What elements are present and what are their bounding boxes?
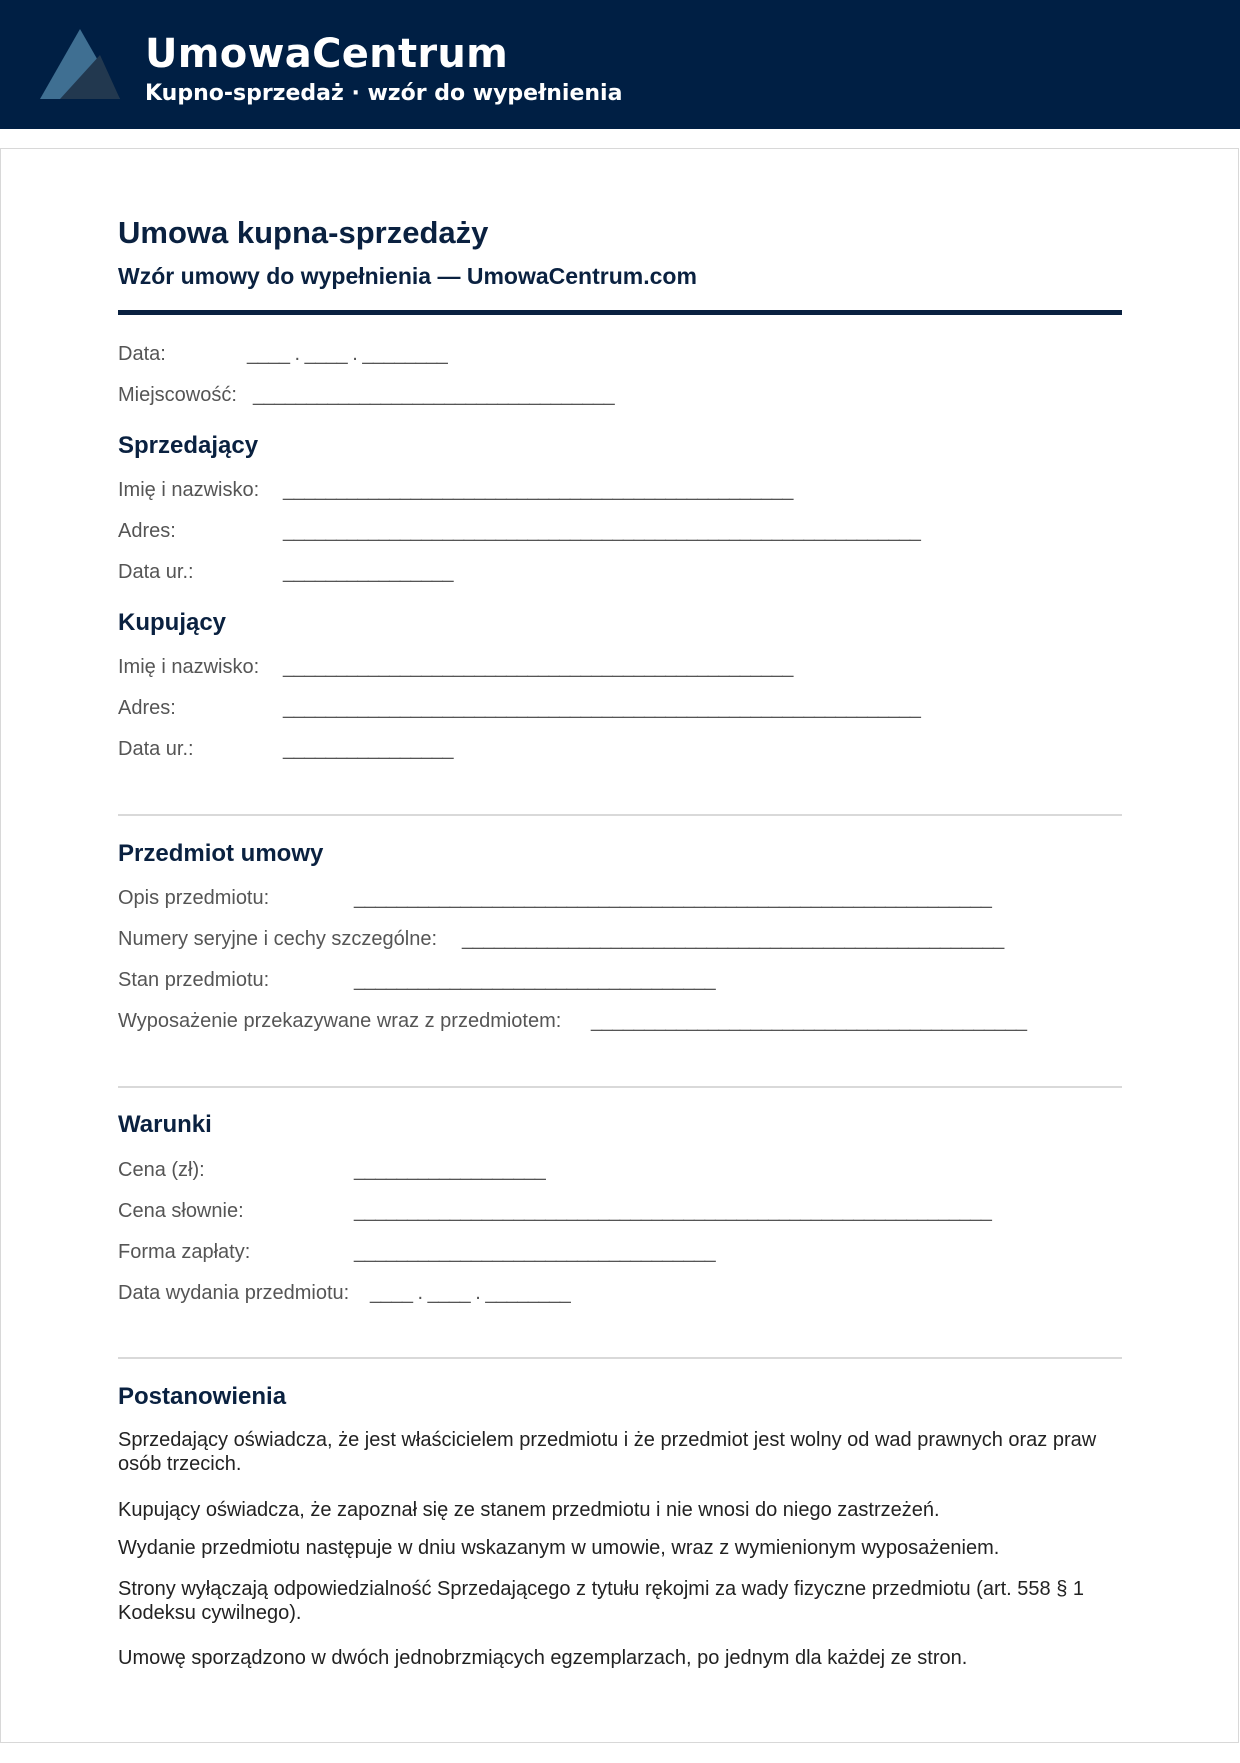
subject-equipment-label: Wyposażenie przekazywane wraz z przedmiotem: <box>118 1010 562 1032</box>
buyer-birth-field[interactable]: ________________ <box>283 738 453 760</box>
buyer-address-label: Adres: <box>118 697 176 719</box>
buyer-name-field[interactable]: ________________________________________________ <box>283 656 793 678</box>
payment-field[interactable]: __________________________________ <box>354 1241 716 1263</box>
provisions-heading: Postanowienia <box>118 1383 287 1410</box>
seller-name-label: Imię i nazwisko: <box>118 479 260 501</box>
document-title: Umowa kupna-sprzedaży <box>118 215 489 250</box>
provision-item: Umowę sporządzono w dwóch jednobrzmiących egzemplarzach, po jednym dla każdej ze stron. <box>118 1647 968 1669</box>
section-divider <box>118 1357 1122 1359</box>
site-header <box>0 0 1240 129</box>
seller-address-field[interactable]: ____________________________________________________________ <box>283 520 921 542</box>
triangle-logo-icon <box>40 29 120 99</box>
date-field[interactable]: ____ . ____ . ________ <box>247 343 448 365</box>
subject-equipment-field[interactable]: _________________________________________ <box>591 1010 1027 1032</box>
title-divider <box>118 310 1122 315</box>
buyer-heading: Kupujący <box>118 609 227 636</box>
section-divider <box>118 814 1122 816</box>
terms-heading: Warunki <box>118 1111 212 1138</box>
provision-item: Kupujący oświadcza, że zapoznał się ze stanem przedmiotu i nie wnosi do niego zastrzeżeń. <box>118 1499 940 1521</box>
buyer-birth-label: Data ur.: <box>118 738 194 760</box>
date-label: Data: <box>118 343 166 365</box>
provision-item: Strony wyłączają odpowiedzialność Sprzedającego z tytułu rękojmi za wady fizyczne przedmiotu (art. 558 § 1 Kodeksu cywilnego). <box>118 1578 1085 1624</box>
buyer-address-field[interactable]: ____________________________________________________________ <box>283 697 921 719</box>
buyer-name-label: Imię i nazwisko: <box>118 656 260 678</box>
seller-birth-label: Data ur.: <box>118 561 194 583</box>
price-words-field[interactable]: ____________________________________________________________ <box>354 1200 992 1222</box>
provision-item: Sprzedający oświadcza, że jest właścicielem przedmiotu i że przedmiot jest wolny od wad prawnych oraz praw osób trzecich. <box>118 1429 1097 1475</box>
subject-heading: Przedmiot umowy <box>118 840 324 867</box>
subject-serial-label: Numery seryjne i cechy szczególne: <box>118 928 438 950</box>
seller-address-label: Adres: <box>118 520 176 542</box>
brand-subtitle: Kupno-sprzedaż · wzór do wypełnienia <box>145 81 623 106</box>
price-label: Cena (zł): <box>118 1159 205 1181</box>
delivery-date-label: Data wydania przedmiotu: <box>118 1282 350 1304</box>
delivery-date-field[interactable]: ____ . ____ . ________ <box>370 1282 571 1304</box>
subject-desc-field[interactable]: ____________________________________________________________ <box>354 887 992 909</box>
subject-condition-label: Stan przedmiotu: <box>118 969 270 991</box>
subject-serial-field[interactable]: ___________________________________________________ <box>462 928 1004 950</box>
seller-heading: Sprzedający <box>118 432 259 459</box>
price-words-label: Cena słownie: <box>118 1200 244 1222</box>
section-divider <box>118 1086 1122 1088</box>
subject-desc-label: Opis przedmiotu: <box>118 887 270 909</box>
seller-birth-field[interactable]: ________________ <box>283 561 453 583</box>
place-label: Miejscowość: <box>118 384 237 406</box>
price-field[interactable]: __________________ <box>354 1159 546 1181</box>
subject-condition-field[interactable]: __________________________________ <box>354 969 716 991</box>
provision-item: Wydanie przedmiotu następuje w dniu wskazanym w umowie, wraz z wymienionym wyposażeniem. <box>118 1537 1000 1559</box>
seller-name-field[interactable]: ________________________________________________ <box>283 479 793 501</box>
brand-name: UmowaCentrum <box>145 31 509 77</box>
payment-label: Forma zapłaty: <box>118 1241 251 1263</box>
place-field[interactable]: __________________________________ <box>253 384 615 406</box>
document-subtitle: Wzór umowy do wypełnienia — UmowaCentrum.com <box>118 263 697 289</box>
